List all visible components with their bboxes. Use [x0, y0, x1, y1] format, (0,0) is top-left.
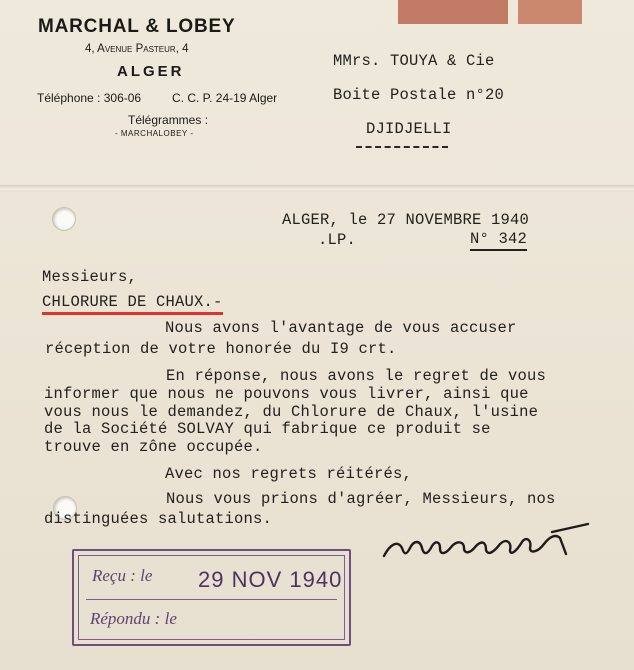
paragraph-line: informer que nous ne pouvons vous livrer, ainsi que [44, 385, 529, 403]
postage-stamp [518, 0, 582, 24]
letter-number: N° 342 [470, 230, 527, 251]
paragraph-line: Nous vous prions d'agréer, Messieurs, nos [166, 490, 556, 508]
letter-date: ALGER, le 27 NOVEMBRE 1940 [282, 211, 530, 229]
telegrams-value: - MARCHALOBEY - [115, 129, 194, 138]
stamp-divider [86, 599, 337, 600]
company-ccp: C. C. P. 24-19 Alger [172, 91, 278, 105]
telegrams-label: Télégrammes : [128, 113, 209, 127]
letter-reference: .LP. [318, 231, 357, 249]
paragraph-line: trouve en zône occupée. [44, 438, 263, 456]
received-date: 29 NOV 1940 [198, 567, 343, 592]
company-name: MARCHAL & LOBEY [38, 16, 236, 37]
paragraph-line: réception de votre honorée du I9 crt. [45, 340, 397, 358]
paragraph-line: Avec nos regrets réitérés, [165, 465, 413, 483]
recipient-city: DJIDJELLI [366, 120, 452, 138]
company-address: 4, Avenue Pasteur, 4 [85, 43, 189, 55]
recipient-box: Boite Postale n°20 [333, 86, 505, 104]
received-label: Reçu : le [92, 566, 153, 585]
postage-stamp [398, 0, 508, 24]
fold-line [0, 185, 634, 192]
paragraph-line: vous nous le demandez, du Chlorure de Chaux, l'usine [44, 403, 539, 421]
paragraph-line: Nous avons l'avantage de vous accuser [165, 319, 517, 337]
recipient-name: MMrs. TOUYA & Cie [333, 52, 495, 70]
salutation: Messieurs, [42, 268, 138, 286]
received-stamp [72, 549, 351, 646]
punch-hole [52, 207, 76, 231]
recipient-dash-line [356, 146, 448, 148]
company-city: ALGER [117, 63, 185, 80]
paragraph-line: distinguées salutations. [44, 510, 273, 528]
signature [376, 518, 596, 568]
subject-line: CHLORURE DE CHAUX.- [42, 293, 223, 315]
paragraph-line: En réponse, nous avons le regret de vous [166, 367, 547, 385]
company-telephone: Téléphone : 306-06 [37, 91, 142, 105]
paragraph-line: de la Société SOLVAY qui fabrique ce produit se [44, 420, 491, 438]
answered-label: Répondu : le [90, 609, 177, 628]
